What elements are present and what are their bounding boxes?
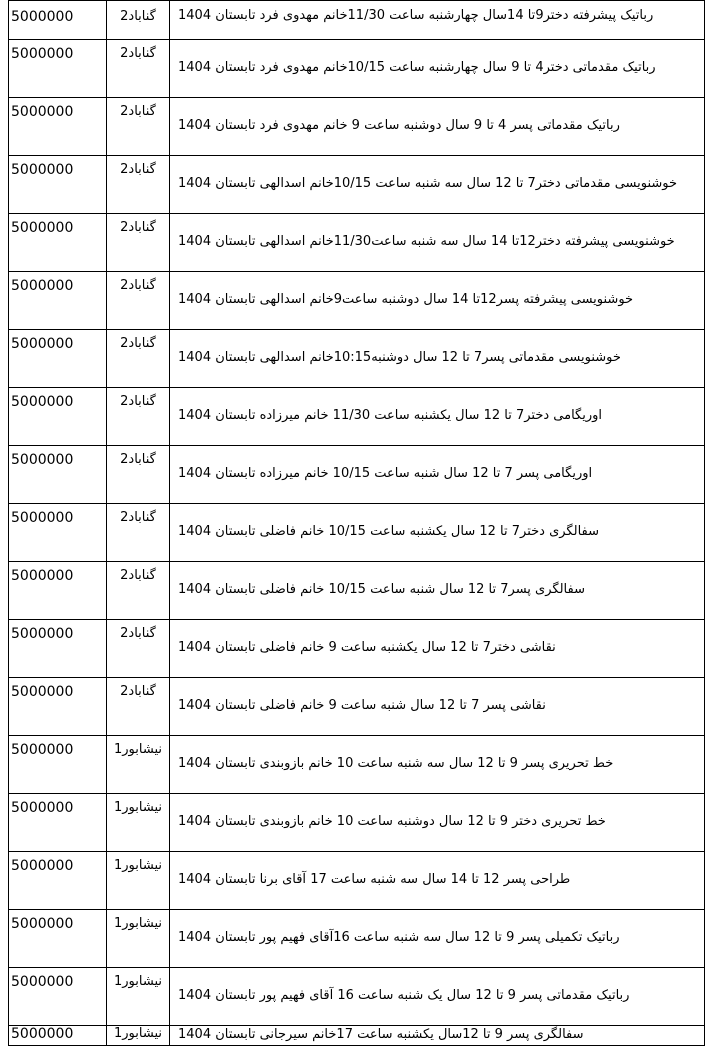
course-cell: سفالگری پسر7 تا 12 سال شنبه ساعت 10/15 خانم فاضلی تابستان 1404 bbox=[170, 562, 705, 620]
branch-cell: گناباد2 bbox=[107, 330, 170, 388]
table-row bbox=[9, 272, 705, 330]
table-row bbox=[9, 968, 705, 1026]
table-row bbox=[9, 794, 705, 852]
branch-cell: گناباد2 bbox=[107, 272, 170, 330]
branch-cell: نیشابور1 bbox=[107, 968, 170, 1026]
table-row bbox=[9, 736, 705, 794]
course-cell: رباتیک مقدماتی پسر 9 تا 12 سال یک شنبه ساعت 16 آقای فهیم پور تابستان 1404 bbox=[170, 968, 705, 1026]
branch-cell: گناباد2 bbox=[107, 620, 170, 678]
branch-cell: گناباد2 bbox=[107, 1, 170, 40]
course-cell: نقاشی دختر7 تا 12 سال یکشنبه ساعت 9 خانم فاضلی تابستان 1404 bbox=[170, 620, 705, 678]
branch-cell: گناباد2 bbox=[107, 678, 170, 736]
price-cell: 5000000 bbox=[9, 40, 107, 98]
price-cell: 5000000 bbox=[9, 214, 107, 272]
table-row bbox=[9, 98, 705, 156]
price-cell: 5000000 bbox=[9, 736, 107, 794]
course-cell: خوشنویسی مقدماتی دختر7 تا 12 سال سه شنبه ساعت 10/15خانم اسدالهی تابستان 1404 bbox=[170, 156, 705, 214]
price-cell: 5000000 bbox=[9, 1, 107, 40]
price-cell: 5000000 bbox=[9, 98, 107, 156]
course-cell: خوشنویسی مقدماتی پسر7 تا 12 سال دوشنبه10:15خانم اسدالهی تابستان 1404 bbox=[170, 330, 705, 388]
branch-cell: گناباد2 bbox=[107, 98, 170, 156]
price-cell: 5000000 bbox=[9, 330, 107, 388]
table-row bbox=[9, 852, 705, 910]
price-cell: 5000000 bbox=[9, 156, 107, 214]
table-row bbox=[9, 388, 705, 446]
table-row bbox=[9, 620, 705, 678]
branch-cell: نیشابور1 bbox=[107, 910, 170, 968]
table-row bbox=[9, 40, 705, 98]
branch-cell: نیشابور1 bbox=[107, 852, 170, 910]
course-cell: طراحی پسر 12 تا 14 سال سه شنبه ساعت 17 آقای برنا تابستان 1404 bbox=[170, 852, 705, 910]
branch-cell: گناباد2 bbox=[107, 388, 170, 446]
price-cell: 5000000 bbox=[9, 910, 107, 968]
branch-cell: گناباد2 bbox=[107, 504, 170, 562]
course-cell: خوشنویسی پیشرفته دختر12تا 14 سال سه شنبه ساعت11/30خانم اسدالهی تابستان 1404 bbox=[170, 214, 705, 272]
table-row bbox=[9, 156, 705, 214]
course-cell: سفالگری پسر 9 تا 12سال یکشنبه ساعت 17خانم سیرجانی تابستان 1404 bbox=[170, 1026, 705, 1046]
course-cell: خط تحریری پسر 9 تا 12 سال سه شنبه ساعت 10 خانم بازوبندی تابستان 1404 bbox=[170, 736, 705, 794]
price-cell: 5000000 bbox=[9, 562, 107, 620]
price-cell: 5000000 bbox=[9, 1026, 107, 1046]
branch-cell: نیشابور1 bbox=[107, 794, 170, 852]
course-cell: رباتیک تکمیلی پسر 9 تا 12 سال سه شنبه ساعت 16آقای فهیم پور تابستان 1404 bbox=[170, 910, 705, 968]
table-row bbox=[9, 678, 705, 736]
course-cell: رباتیک مقدماتی پسر 4 تا 9 سال دوشنبه ساعت 9 خانم مهدوی فرد تابستان 1404 bbox=[170, 98, 705, 156]
table-row bbox=[9, 446, 705, 504]
price-cell: 5000000 bbox=[9, 620, 107, 678]
branch-cell: گناباد2 bbox=[107, 562, 170, 620]
table-row bbox=[9, 1026, 705, 1046]
course-cell: رباتیک مقدماتی دختر4 تا 9 سال چهارشنبه ساعت 10/15خانم مهدوی فرد تابستان 1404 bbox=[170, 40, 705, 98]
price-cell: 5000000 bbox=[9, 678, 107, 736]
price-cell: 5000000 bbox=[9, 968, 107, 1026]
table-row bbox=[9, 504, 705, 562]
price-cell: 5000000 bbox=[9, 388, 107, 446]
course-price-table bbox=[8, 0, 705, 1046]
table-row bbox=[9, 330, 705, 388]
price-cell: 5000000 bbox=[9, 272, 107, 330]
branch-cell: نیشابور1 bbox=[107, 1026, 170, 1046]
table-row bbox=[9, 910, 705, 968]
price-cell: 5000000 bbox=[9, 794, 107, 852]
table-row bbox=[9, 214, 705, 272]
price-cell: 5000000 bbox=[9, 504, 107, 562]
course-cell: اوریگامی دختر7 تا 12 سال یکشنبه ساعت 11/30 خانم میرزاده تابستان 1404 bbox=[170, 388, 705, 446]
course-cell: خوشنویسی پیشرفته پسر12تا 14 سال دوشنبه ساعت9خانم اسدالهی تابستان 1404 bbox=[170, 272, 705, 330]
table-row bbox=[9, 562, 705, 620]
course-cell: اوریگامی پسر 7 تا 12 سال شنبه ساعت 10/15 خانم میرزاده تابستان 1404 bbox=[170, 446, 705, 504]
branch-cell: گناباد2 bbox=[107, 40, 170, 98]
branch-cell: گناباد2 bbox=[107, 214, 170, 272]
price-cell: 5000000 bbox=[9, 446, 107, 504]
course-cell: رباتیک پیشرفته دختر9تا 14سال چهارشنبه ساعت 11/30خانم مهدوی فرد تابستان 1404 bbox=[170, 1, 705, 40]
branch-cell: نیشابور1 bbox=[107, 736, 170, 794]
table-row bbox=[9, 1, 705, 40]
course-cell: نقاشی پسر 7 تا 12 سال شنبه ساعت 9 خانم فاضلی تابستان 1404 bbox=[170, 678, 705, 736]
course-cell: خط تحریری دختر 9 تا 12 سال دوشنبه ساعت 10 خانم بازوبندی تابستان 1404 bbox=[170, 794, 705, 852]
branch-cell: گناباد2 bbox=[107, 156, 170, 214]
branch-cell: گناباد2 bbox=[107, 446, 170, 504]
price-cell: 5000000 bbox=[9, 852, 107, 910]
course-cell: سفالگری دختر7 تا 12 سال یکشنبه ساعت 10/15 خانم فاضلی تابستان 1404 bbox=[170, 504, 705, 562]
